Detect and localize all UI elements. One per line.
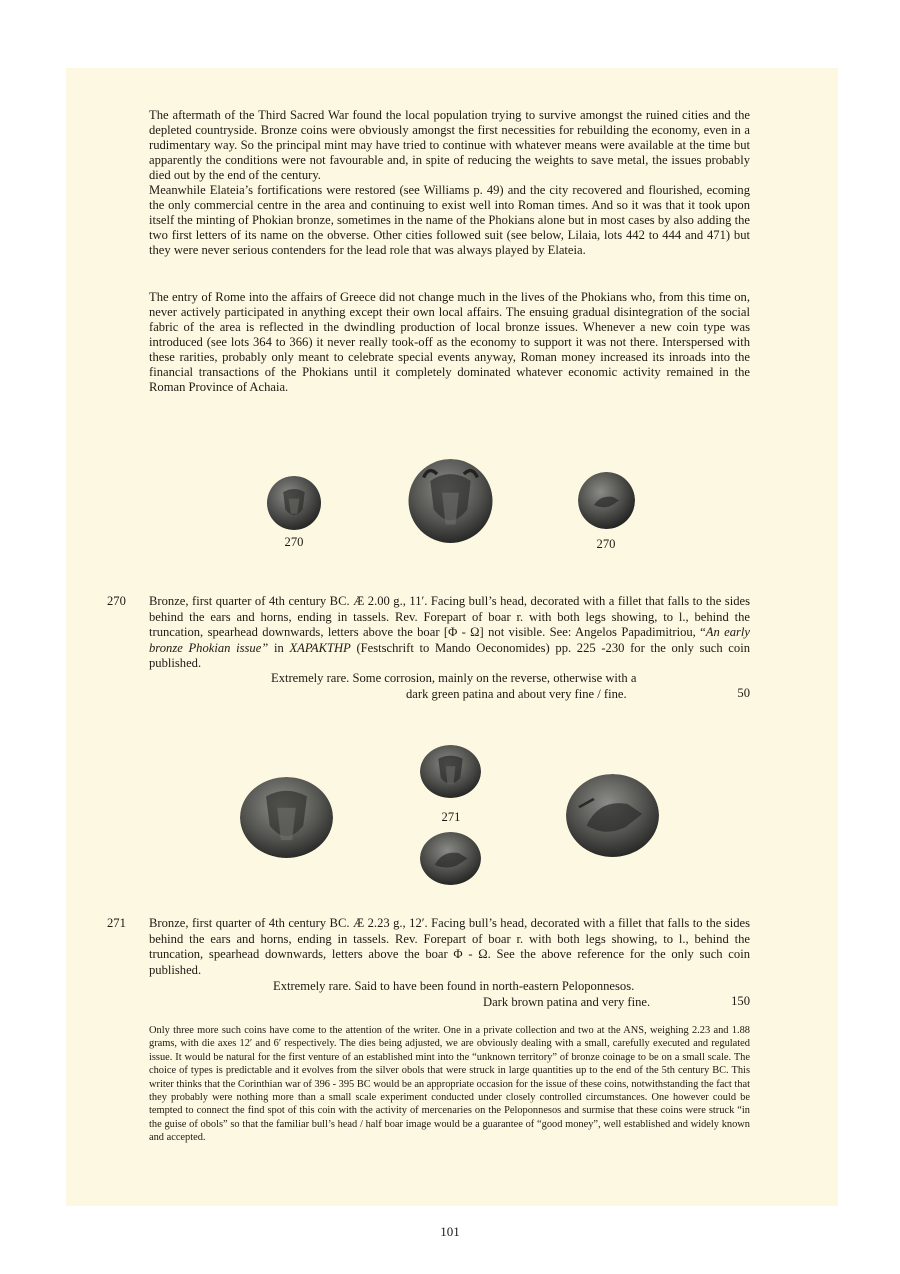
- lot-271-obverse-small-image: [420, 745, 481, 798]
- intro-paragraph-2: The entry of Rome into the affairs of Greece did not change much in the lives of the Phokians who, from this time on, never actively participated in anything except their own local affairs. The ensuing gradual disintegration of the social fabric of the area is reflected in the dwindling production of local bronze issues. Whenever a new coin type was introduced (see lots 364 to 366) it never really took-off as the economy to support it was not there. Interspersed with these rarities, probably only meant to celebrate special events anyway, Roman money increased its inroads into the financial transactions of the Phokians until it completely dominated whatever economic activity remained in the Roman Province of Achaia.: [149, 290, 750, 394]
- lot-271-condition-line-1: Extremely rare. Said to have been found in north-eastern Peloponnesos.: [273, 979, 635, 993]
- lot-270-obverse-small-image: [266, 476, 322, 530]
- lot-271-description: Bronze, first quarter of 4th century BC. Æ 2.23 g., 12′. Facing bull’s head, decorated with a fillet that falls to the sides behind the ears and horns, ending in tassels. Rev. Forepart of boar r. with both legs showing, to l., behind the truncation, spearhead downwards, letters above the boar Φ - Ω. See the above reference for the only such coin published.: [149, 916, 750, 977]
- lot-271-number: 271: [107, 916, 126, 930]
- lot-271-obverse-large-image: [240, 777, 333, 858]
- lot-270-caption-right: 270: [596, 537, 616, 551]
- lot-270-condition-line-1: Extremely rare. Some corrosion, mainly on the reverse, otherwise with a: [271, 671, 637, 685]
- intro-paragraph-1: The aftermath of the Third Sacred War found the local population trying to survive amongst the ruined cities and the depleted countryside. Bronze coins were obviously amongst the first necessities for rebuilding the economy, even in a rudimentary way. So the principal mint may have tried to continue with whatever means were available at the time but apparently the conditions were not favourable and, in spite of reducing the weights to save metal, the issues probably died out by the end of the century. Meanwhile Elateia’s fortifications were restored (see Williams p. 49) and the city recovered and flourished, ecoming the only commercial centre in the area and continuing to exist well into Roman times. And so it was that it took upon itself the minting of Phokian bronze, sometimes in the name of the Phokians alone but in most cases by also adding the two first letters of its name on the obverse. Other cities followed suit (see below, Lilaia, lots 442 to 444 and 471) but they were never serious contenders for the lead role that was always played by Elateia.: [149, 108, 750, 257]
- lot-270-number: 270: [107, 594, 126, 608]
- lot-270-reverse-image: [578, 472, 635, 529]
- lot-271-note: Only three more such coins have come to the attention of the writer. One in a private collection and two at the ANS, weighing 2.23 and 1.88 grams, with die axes 12′ and 6′ respectively. The dies being adjusted, we are obviously dealing with a small, carefully executed and regulated issue. It would be natural for the first venture of an established mint into the “unknown territory” of bronze coinage to be on a small scale. The choice of types is predictable and it evolves from the silver obols that were struck in large quantities up to the end of the 5th century BC. This writer thinks that the Corinthian war of 396 - 395 BC would be an appropriate occasion for the issue of these coins, notwithstanding the fact that they probably were nothing more than a small scale experiment conducted under closely controlled circumstances. One however could be tempted to connect the find spot of this coin with the activity of mercenaries on the Peloponnesos and surmise that these coins were struck “in the guise of obols” so that the familiar bull’s head / half boar image would be a guarantee of “good money”, well established and widely known and accepted.: [149, 1025, 750, 1144]
- page-number: 101: [440, 1224, 460, 1239]
- lot-270-estimate: 50: [737, 686, 750, 700]
- lot-271-estimate: 150: [731, 994, 750, 1008]
- lot-270-caption-left: 270: [284, 535, 304, 549]
- lot-270-obverse-large-image: [408, 459, 493, 543]
- lot-271-caption: 271: [441, 810, 461, 824]
- lot-271-condition-line-2: Dark brown patina and very fine.: [483, 995, 651, 1009]
- lot-270-description: Bronze, first quarter of 4th century BC. Æ 2.00 g., 11′. Facing bull’s head, decorated with a fillet that falls to the sides behind the ears and horns, ending in tassels. Rev. Forepart of boar r. with both legs showing, to l., behind the truncation, spearhead downwards, letters above the boar [Φ - Ω] not visible. See: Angelos Papadimitriou, “An early bronze Phokian issue” in ΧΑΡΑΚΤΗΡ (Festschrift to Mando Oeconomides) pp. 225 -230 for the only such coin published.: [149, 594, 750, 670]
- lot-271-reverse-large-image: [566, 774, 659, 857]
- lot-270-condition-line-2: dark green patina and about very fine / fine.: [406, 687, 627, 701]
- lot-271-reverse-small-image: [420, 832, 481, 885]
